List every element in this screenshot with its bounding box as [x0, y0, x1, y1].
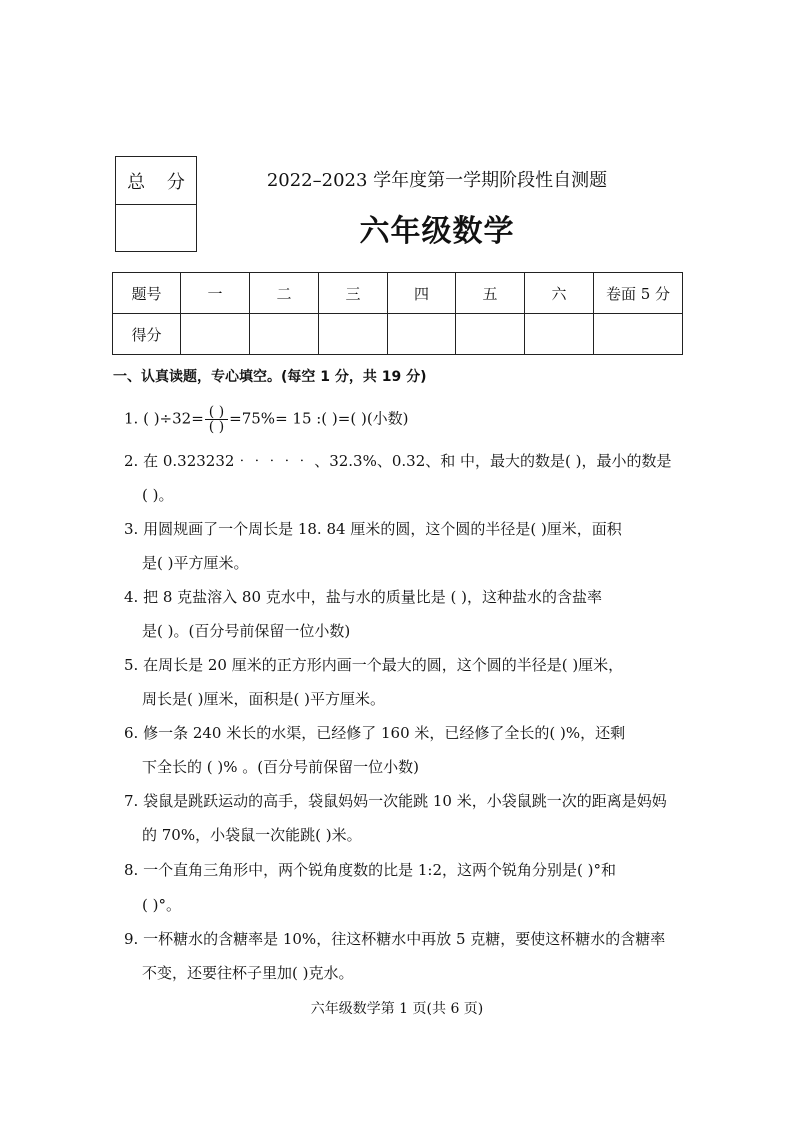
- col-header-4: 四: [388, 273, 456, 314]
- question-6-line-1: 6. 修一条 240 米长的水渠，已经修了 160 米，已经修了全长的( )%，还剩: [124, 724, 626, 742]
- question-7-line-2: 的 70%，小袋鼠一次能跳( )米。: [142, 826, 362, 844]
- score-cell-5[interactable]: [456, 314, 525, 355]
- question-9-line-1: 9. 一杯糖水的含糖率是 10%，往这杯糖水中再放 5 克糖，要使这杯糖水的含糖率: [124, 930, 666, 948]
- col-header-3: 三: [319, 273, 388, 314]
- question-5-line-1: 5. 在周长是 20 厘米的正方形内画一个最大的圆，这个圆的半径是( )厘米，: [124, 656, 624, 674]
- q1-fraction: [205, 405, 228, 434]
- score-table-header-row: [113, 273, 683, 314]
- q1-fraction-numerator[interactable]: ( ): [205, 405, 228, 420]
- col-header-5: 五: [456, 273, 525, 314]
- q1-prefix: 1. ( )÷32=: [124, 409, 204, 428]
- question-5-line-2: 周长是( )厘米，面积是( )平方厘米。: [142, 690, 385, 708]
- score-cell-neatness[interactable]: [594, 314, 683, 355]
- col-header-2: 二: [250, 273, 319, 314]
- score-cell-2[interactable]: [250, 314, 319, 355]
- col-header-1: 一: [181, 273, 250, 314]
- question-3-line-2: 是( )平方厘米。: [142, 554, 249, 572]
- question-4-line-2: 是( )。(百分号前保留一位小数): [142, 622, 351, 640]
- row-header-question-no: 题号: [113, 273, 181, 314]
- exam-subtitle: 2022–2023 学年度第一学期阶段性自测题: [266, 170, 608, 191]
- question-2-line-1: 2. 在 0.323232‧‧‧‧‧ 、32.3%、0.32、和 中，最大的数是( )，最小的数是: [124, 452, 672, 470]
- question-1: [124, 405, 409, 434]
- score-cell-3[interactable]: [319, 314, 388, 355]
- question-9-line-2: 不变，还要往杯子里加( )克水。: [142, 964, 354, 982]
- question-7-line-1: 7. 袋鼠是跳跃运动的高手，袋鼠妈妈一次能跳 10 米，小袋鼠跳一次的距离是妈妈: [124, 792, 667, 810]
- section-1-heading: 一、认真读题，专心填空。(每空 1 分，共 19 分): [113, 369, 427, 385]
- total-score-label: 总 分: [116, 157, 196, 205]
- question-4-line-1: 4. 把 8 克盐溶入 80 克水中，盐与水的质量比是 ( )，这种盐水的含盐率: [124, 588, 603, 606]
- score-table: [112, 272, 683, 355]
- col-header-neatness: 卷面 5 分: [594, 273, 683, 314]
- score-cell-4[interactable]: [388, 314, 456, 355]
- question-8-line-2: ( )°。: [142, 896, 181, 914]
- q1-suffix: =75%= 15 :( )=( )(小数): [229, 409, 409, 428]
- exam-title: 六年级数学: [359, 214, 515, 249]
- q1-fraction-denominator[interactable]: ( ): [208, 419, 225, 435]
- question-3-line-1: 3. 用圆规画了一个周长是 18. 84 厘米的圆，这个圆的半径是( )厘米，面积: [124, 520, 622, 538]
- score-table-score-row: [113, 314, 683, 355]
- row-header-score: 得分: [113, 314, 181, 355]
- page-footer: 六年级数学第 1 页(共 6 页): [310, 1001, 484, 1017]
- col-header-6: 六: [525, 273, 594, 314]
- score-cell-6[interactable]: [525, 314, 594, 355]
- question-2-line-2: ( )。: [142, 486, 174, 504]
- score-cell-1[interactable]: [181, 314, 250, 355]
- question-8-line-1: 8. 一个直角三角形中，两个锐角度数的比是 1:2，这两个锐角分别是( )°和: [124, 861, 616, 879]
- question-6-line-2: 下全长的 ( )% 。(百分号前保留一位小数): [142, 758, 419, 776]
